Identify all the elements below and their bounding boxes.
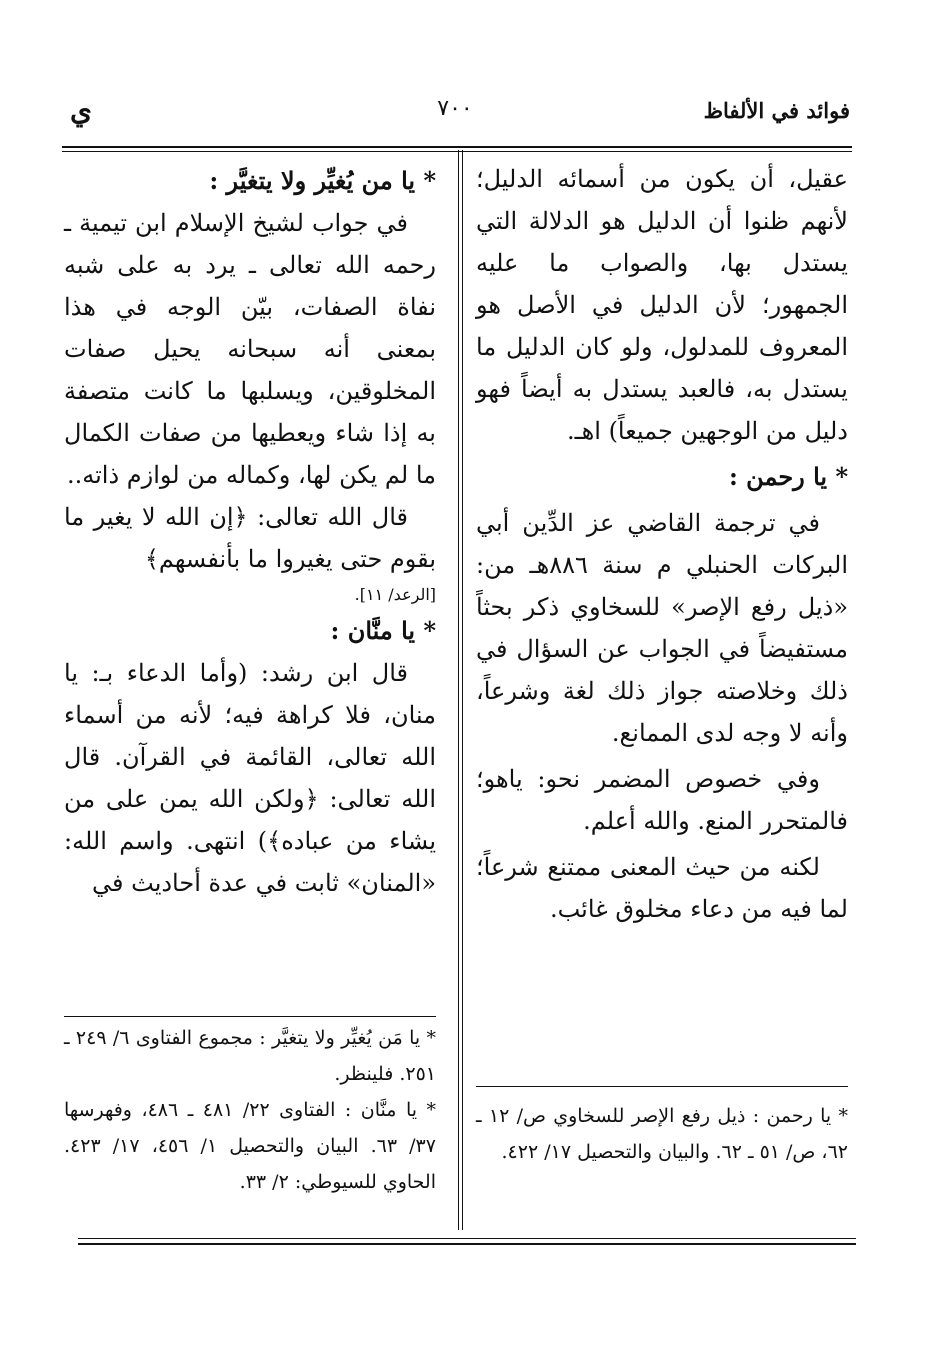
paragraph: عقيل، أن يكون من أسمائه الدليل؛ لأنهم ظنوا أن الدليل هو الدلالة التي يستدل بها، والصواب ما عليه الجمهور؛ لأن الدليل في الأصل هو المعروف للمدلول، ولو كان الدليل ما يستدل به، فالعبد يستدل به أيضاً فهو دليل من الوجهين جميعاً) اهـ. xyxy=(476,165,848,445)
footnote-rule-left xyxy=(64,1016,436,1017)
footnotes-left xyxy=(64,1020,436,1200)
running-title: فوائد في الألفاظ xyxy=(703,98,850,123)
paragraph: في ترجمة القاضي عز الدِّين أبي البركات الحنبلي م سنة ٨٨٦هـ من: «ذيل رفع الإصر» للسخاوي ذكر بحثاً مستفيضاً في الجواب عن السؤال في ذلك وخلاصته جواز ذلك لغة وشرعاً، وأنه لا وجه لدى الممانع. xyxy=(476,509,849,747)
quran-quote: قال الله تعالى: ﴿إن الله لا يغير ما بقوم حتى يغيروا ما بأنفسهم﴾ xyxy=(64,503,436,573)
section-letter: ي xyxy=(70,94,92,127)
footnote: * يا منَّان : الفتاوى ٢٢/ ٤٨١ ـ ٤٨٦، وفهرسها ٣٧/ ٦٣. البيان والتحصيل ١/ ٤٥٦، ١٧/ ٤٢٣. الحاوي للسيوطي: ٢/ ٣٣. xyxy=(64,1099,437,1193)
column-divider xyxy=(458,150,459,1230)
entry-heading-ya-man-yughayyir: * يا من يُغيِّر ولا يتغيَّر : xyxy=(209,166,436,195)
header-rule xyxy=(62,146,852,148)
header-rule-thin xyxy=(62,151,852,152)
footer-rule-thin xyxy=(78,1238,856,1239)
footer-rule xyxy=(78,1243,856,1245)
page-number: ٧٠٠ xyxy=(437,96,473,121)
page-header xyxy=(60,92,850,136)
footnotes-right xyxy=(476,1098,848,1170)
footnote-rule-right xyxy=(476,1086,848,1087)
right-column xyxy=(476,158,848,930)
column-divider-inner xyxy=(462,150,463,1230)
footnote: * يا مَن يُغيِّر ولا يتغيَّر : مجموع الفتاوى ٦/ ٢٤٩ ـ ٢٥١. فلينظر. xyxy=(64,1027,436,1085)
left-column xyxy=(64,160,436,904)
paragraph: في جواب لشيخ الإسلام ابن تيمية ـ رحمه الله تعالى ـ يرد به على شبه نفاة الصفات، بيّن الوجه في هذا بمعنى أنه سبحانه يحيل صفات المخلوقين، ويسلبها ما كانت متصفة به إذا شاء ويعطيها من صفات الكمال ما لم يكن لها، وكماله من لوازم ذاته.. xyxy=(64,209,436,489)
entry-heading-ya-mannan: * يا منَّان : xyxy=(330,616,436,645)
paragraph: قال ابن رشد: (وأما الدعاء بـ: يا منان، فلا كراهة فيه؛ لأنه من أسماء الله تعالى، القائمة في القرآن. قال الله تعالى: ﴿ولكن الله يمن على من يشاء من عباده﴾) انتهى. واسم الله: «المنان» ثابت في عدة أحاديث في xyxy=(64,659,436,897)
paragraph: وفي خصوص المضمر نحو: ياهو؛ فالمتحرر المنع. والله أعلم. xyxy=(476,765,848,835)
footnote: * يا رحمن : ذيل رفع الإصر للسخاوي ص/ ١٢ ـ ٦٢، ص/ ٥١ ـ ٦٢. والبيان والتحصيل ١٧/ ٤٢٢. xyxy=(476,1105,848,1163)
paragraph: لكنه من حيث المعنى ممتنع شرعاً؛ لما فيه من دعاء مخلوق غائب. xyxy=(476,853,848,923)
entry-heading-ya-rahman: * يا رحمن : xyxy=(728,462,848,491)
quran-reference: [الرعد/ ١١]. xyxy=(354,585,436,604)
